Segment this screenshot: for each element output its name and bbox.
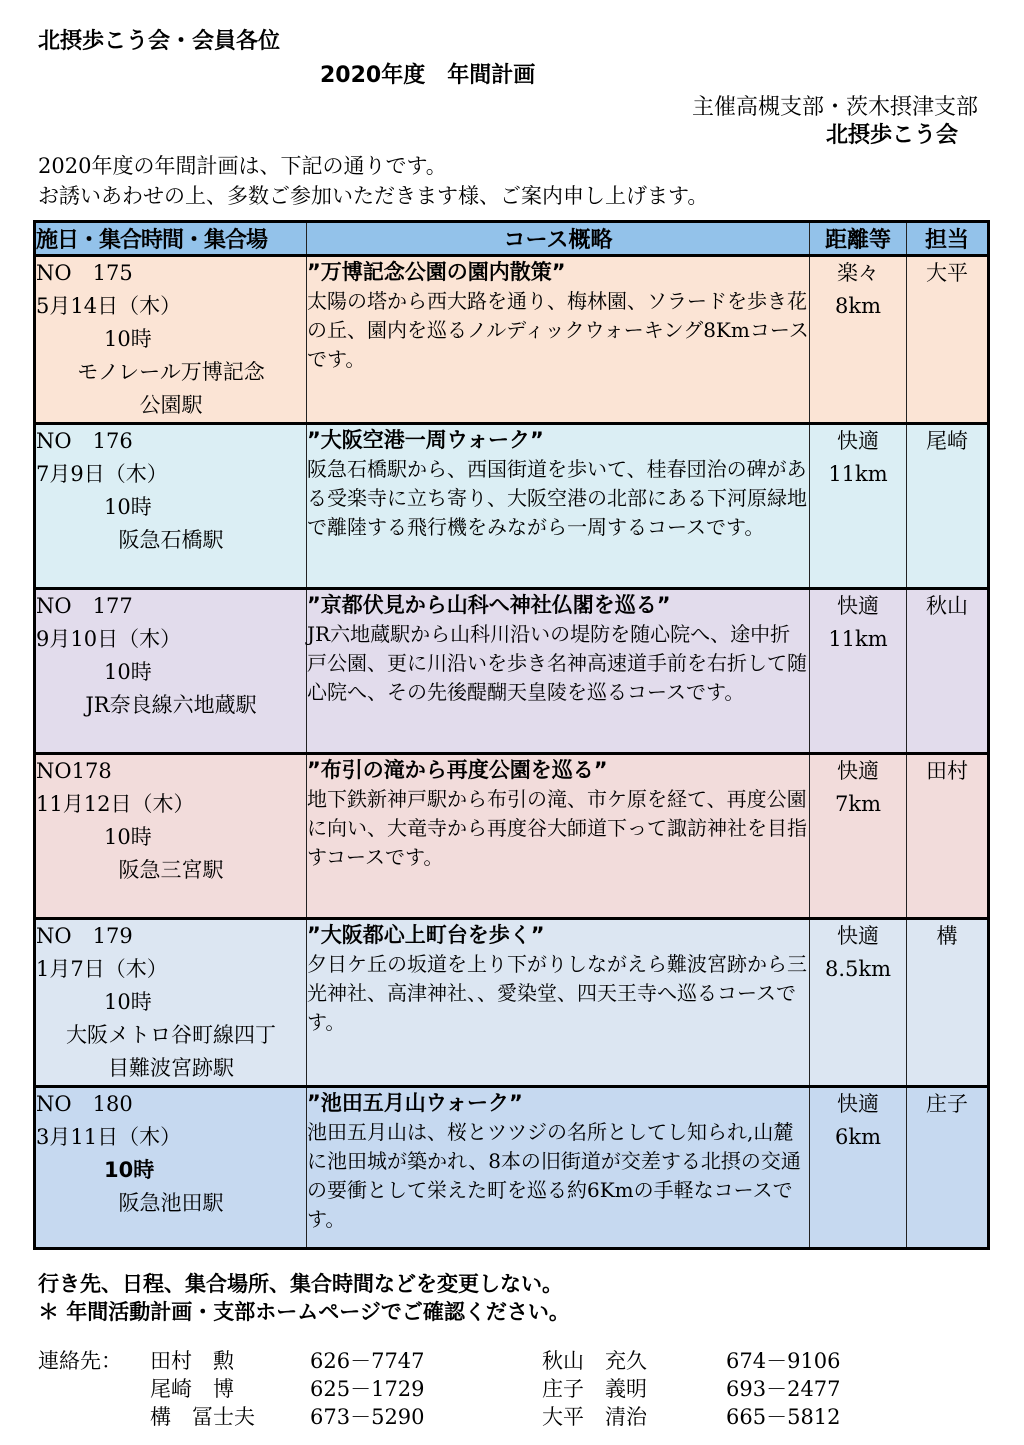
distance: 7km [835, 792, 881, 816]
date-cell [35, 754, 307, 919]
contact-name: 尾崎 博 [150, 1377, 234, 1401]
contact-name: 大平 清治 [542, 1405, 647, 1429]
event-date: 11月12日（木） [36, 792, 195, 816]
event-place: 阪急池田駅 [118, 1191, 224, 1215]
event-date: 7月9日（木） [36, 462, 168, 486]
contact-name: 庄子 義明 [542, 1377, 647, 1401]
course-title: ”京都伏見から山科へ神社仏閣を巡る” [307, 593, 671, 617]
difficulty: 快適 [837, 429, 879, 453]
organizer-branches: 主催高槻支部・茨木摂津支部 [691, 95, 978, 120]
event-place: 阪急石橋駅 [118, 528, 224, 552]
distance: 6km [835, 1125, 881, 1149]
difficulty: 楽々 [837, 261, 879, 285]
table-header-row [35, 222, 989, 256]
annual-plan-table [33, 220, 990, 1250]
course-title: ”万博記念公園の園内散策” [307, 260, 566, 284]
distance: 11km [828, 462, 888, 486]
course-title: ”大阪空港一周ウォーク” [307, 428, 544, 452]
date-cell [35, 424, 307, 589]
event-date: 1月7日（木） [36, 957, 168, 981]
table-row [35, 256, 989, 424]
contact-name: 田村 勲 [150, 1349, 234, 1373]
addressee-line: 北摂歩こう会・会員各位 [38, 29, 281, 54]
course-cell [307, 424, 810, 589]
course-description: 太陽の塔から西大路を通り、梅林園、ソラードを歩き花の丘、園内を巡るノルディックウォーキング8Kmコースです。 [307, 289, 809, 371]
event-date: 9月10日（木） [36, 627, 182, 651]
event-no: NO 177 [36, 594, 133, 618]
contact-phone: 673－5290 [310, 1405, 425, 1429]
organizer-name: 北摂歩こう会 [825, 123, 958, 148]
contact-phone: 626－7747 [310, 1349, 425, 1373]
header-date: 施日・集合時間・集合場 [35, 222, 307, 256]
distance-cell [810, 919, 907, 1087]
event-place: 大阪メトロ谷町線四丁 [66, 1023, 276, 1047]
table-row [35, 589, 989, 754]
leader-cell: 尾崎 [907, 424, 989, 589]
leader-cell: 大平 [907, 256, 989, 424]
event-no: NO 180 [36, 1092, 133, 1116]
course-cell [307, 754, 810, 919]
table-row [35, 754, 989, 919]
event-time: 10時 [104, 327, 152, 351]
event-date: 3月11日（木） [36, 1125, 182, 1149]
distance-cell [810, 424, 907, 589]
difficulty: 快適 [837, 924, 879, 948]
event-no: NO178 [36, 759, 112, 783]
distance: 11km [828, 627, 888, 651]
event-place: JR奈良線六地蔵駅 [85, 693, 257, 717]
date-cell [35, 256, 307, 424]
distance: 8.5km [824, 957, 892, 981]
header-course: コース概略 [307, 222, 810, 256]
course-description: JR六地蔵駅から山科川沿いの堤防を随心院へ、途中折戸公園、更に川沿いを歩き名神高速道手前を右折して随心院へ、その先後醍醐天皇陵を巡るコースです。 [307, 622, 807, 704]
difficulty: 快適 [837, 759, 879, 783]
table-row [35, 424, 989, 589]
distance-cell [810, 1087, 907, 1249]
event-place: モノレール万博記念 [77, 360, 265, 384]
course-title: ”布引の滝から再度公園を巡る” [307, 758, 608, 782]
leader-cell: 構 [907, 919, 989, 1087]
event-date: 5月14日（木） [36, 294, 182, 318]
note-text-1: 行き先、日程、集合場所、集合時間などを変更しない。 [38, 1272, 563, 1296]
leader-cell: 庄子 [907, 1087, 989, 1249]
table-row [35, 1087, 989, 1249]
contact-phone: 693－2477 [726, 1377, 841, 1401]
table-row [35, 919, 989, 1087]
distance-cell [810, 589, 907, 754]
course-title: ”池田五月山ウォーク” [307, 1091, 523, 1115]
contact-name: 構 冨士夫 [150, 1405, 255, 1429]
leader-cell: 田村 [907, 754, 989, 919]
event-time: 10時 [104, 495, 152, 519]
course-cell [307, 1087, 810, 1249]
leader-cell: 秋山 [907, 589, 989, 754]
header-distance: 距離等 [810, 222, 907, 256]
course-description: 阪急石橋駅から、西国街道を歩いて、桂春団治の碑がある受楽寺に立ち寄り、大阪空港の北部にある下河原緑地で離陸する飛行機をみながら一周するコースです。 [307, 457, 807, 539]
contact-label: 連絡先： [38, 1349, 122, 1373]
course-description: 池田五月山は、桜とツツジの名所としてし知られ,山麓に池田城が築かれ、8本の旧街道が交差する北摂の交通の要衝として栄えた町を巡る約6Kmの手軽なコースです。 [307, 1120, 801, 1231]
event-no: NO 175 [36, 261, 133, 285]
course-title: ”大阪都心上町台を歩く” [307, 923, 545, 947]
intro-text-1: 2020年度の年間計画は、下記の通りです。 [38, 154, 447, 178]
course-cell [307, 919, 810, 1087]
contact-phone: 674－9106 [726, 1349, 841, 1373]
event-time: 10時 [104, 825, 152, 849]
contact-phone: 665－5812 [726, 1405, 841, 1429]
event-time: 10時 [104, 1158, 155, 1182]
course-cell [307, 589, 810, 754]
event-no: NO 176 [36, 429, 133, 453]
distance-cell [810, 754, 907, 919]
event-place-cont: 公園駅 [139, 393, 203, 417]
difficulty: 快適 [837, 1092, 879, 1116]
course-cell [307, 256, 810, 424]
contact-name: 秋山 充久 [542, 1349, 647, 1373]
distance-cell [810, 256, 907, 424]
intro-text-2: お誘いあわせの上、多数ご参加いただきます様、ご案内申し上げます。 [38, 184, 709, 208]
event-no: NO 179 [36, 924, 133, 948]
event-time: 10時 [104, 660, 152, 684]
event-time: 10時 [104, 990, 152, 1014]
note-text-2: ＊ 年間活動計画・支部ホームページでご確認ください。 [38, 1300, 570, 1324]
page-title: 2020年度 年間計画 [320, 63, 536, 88]
course-description: 地下鉄新神戸駅から布引の滝、市ケ原を経て、再度公園に向い、大竜寺から再度谷大師道下って諏訪神社を目指すコースです。 [307, 787, 807, 869]
header-leader: 担当 [907, 222, 989, 256]
contact-phone: 625－1729 [310, 1377, 425, 1401]
distance: 8km [835, 294, 881, 318]
event-place: 阪急三宮駅 [118, 858, 224, 882]
date-cell [35, 919, 307, 1087]
difficulty: 快適 [837, 594, 879, 618]
date-cell [35, 589, 307, 754]
course-description: 夕日ケ丘の坂道を上り下がりしながえら難波宮跡から三光神社、高津神社、、愛染堂、四天王寺へ巡るコースです。 [307, 952, 807, 1034]
date-cell [35, 1087, 307, 1249]
event-place-cont: 目難波宮跡駅 [108, 1056, 234, 1080]
